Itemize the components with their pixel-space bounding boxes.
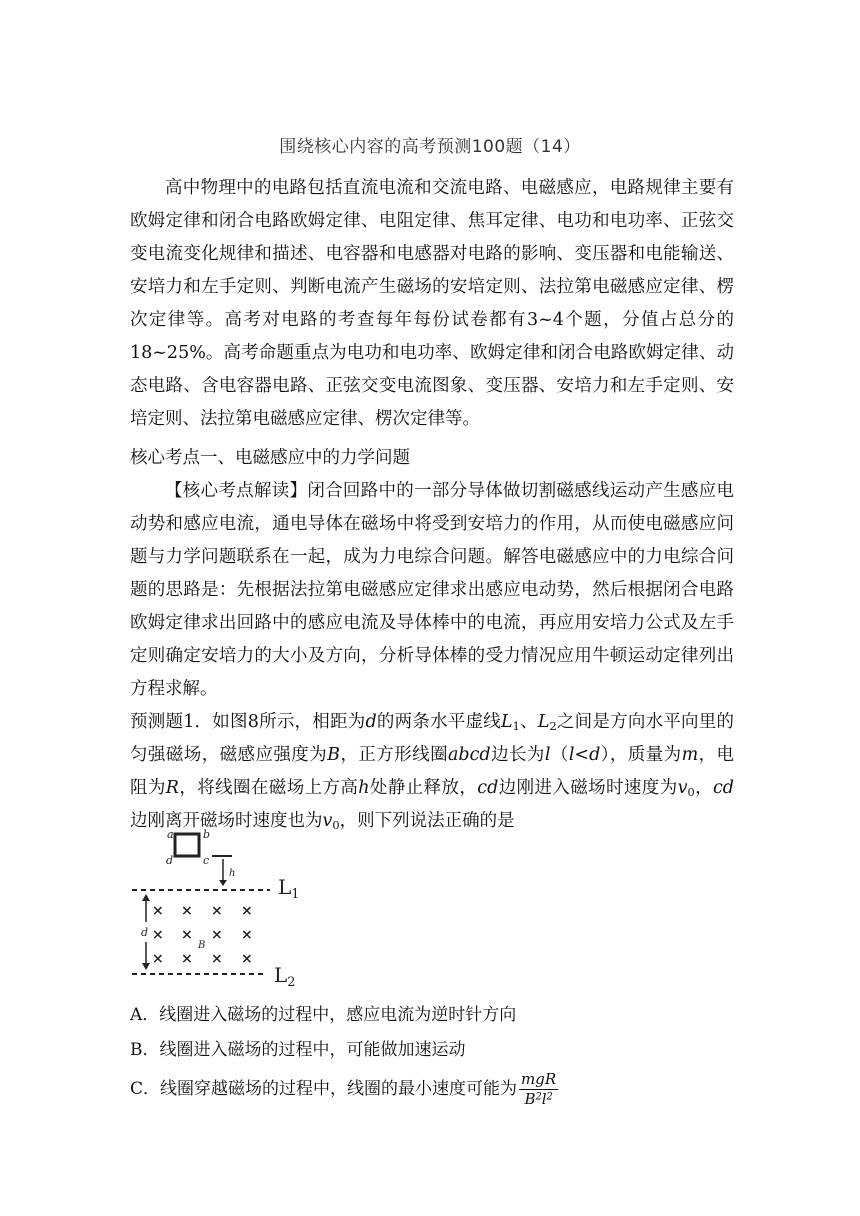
field-label-B: B — [198, 940, 206, 951]
page-title: 围绕核心内容的高考预测100题（14） — [279, 137, 581, 157]
option-a: A．线圈进入磁场的过程中，感应电流为逆时针方向 — [130, 1005, 517, 1025]
square-coil — [175, 834, 199, 856]
width-arrowhead-down — [142, 963, 150, 970]
min-speed-fraction: $\frac{\text{mgR}}{B^2l^2}$ — [521, 1070, 557, 1108]
interpretation-paragraph: 【核心考点解读】闭合回路中的一部分导体做切割磁感线运动产生感应电动势和感应电流，通电导体在磁场中将受到安培力的作用，从而使电磁感应问题与力学问题联系在一起，成为力电综合问题。解答电磁感应中的力电综合问题的思路是：先根据法拉第电磁感应定律求出感应电动势，然后根据闭合电路欧姆定律求出回路中的感应电流及导体棒中的电流，再应用安培力公式及左手定则确定安培力的大小及方向，分析导体棒的受力情况应用牛顿运动定律列出方程求解。 — [130, 481, 734, 699]
svg-text:×: × — [241, 951, 253, 967]
boundary-label-L2: $L_2$ — [274, 963, 296, 990]
width-label: d — [141, 926, 149, 939]
corner-label-c: c — [203, 854, 210, 867]
svg-text:×: × — [241, 927, 253, 943]
svg-text:×: × — [181, 927, 193, 943]
width-arrowhead-up — [142, 894, 150, 901]
corner-label-a: a — [167, 828, 174, 841]
intro-paragraph — [130, 172, 734, 436]
core-section — [130, 442, 734, 838]
height-arrowhead — [219, 880, 227, 886]
option-c: C．线圈穿越磁场的过程中，线圈的最小速度可能为 $\frac{\text{mgR}}{B^2l^2}$ — [130, 1070, 557, 1108]
option-b: B．线圈进入磁场的过程中，可能做加速运动 — [130, 1040, 466, 1060]
svg-text:×: × — [152, 927, 164, 943]
svg-text:×: × — [241, 903, 253, 919]
boundary-label-L1: $L_1$ — [278, 875, 300, 902]
svg-text:×: × — [152, 903, 164, 919]
corner-label-b: b — [203, 828, 211, 841]
corner-label-d: d — [166, 854, 174, 867]
svg-text:×: × — [211, 951, 223, 967]
intro-text: 高中物理中的电路包括直流电流和交流电路、电磁感应，电路规律主要有欧姆定律和闭合电路欧姆定律、电阻定律、焦耳定律、电功和电功率、正弦交变电流变化规律和描述、电容器和电感器对电路的影响、变压器和电能输送、安培力和左手定则、判断电流产生磁场的安培定则、法拉第电磁感应定律、楞次定律等。高考对电路的考查每年每份试卷都有3~4个题，分值占总分的18~25%。高考命题重点为电功和电功率、欧姆定律和闭合电路欧姆定律、动态电路、含电容器电路、正弦交变电流图象、变压器、安培力和左手定则、安培定则、法拉第电磁感应定律、楞次定律等。 — [130, 178, 734, 429]
svg-text:×: × — [181, 951, 193, 967]
svg-text:×: × — [211, 927, 223, 943]
height-label: h — [229, 868, 236, 879]
section-heading: 核心考点一、电磁感应中的力学问题 — [130, 448, 410, 468]
magnetic-field-figure — [128, 822, 308, 992]
field-marks — [152, 903, 253, 967]
problem-statement: 预测题1．如图8所示，相距为d的两条水平虚线$L_1$、$L_2$之间是方向水平向里的匀强磁场，磁感应强度为B，正方形线圈abcd边长为l（l<d），质量为m，电阻为R，将线圈在磁场上方高h处静止释放，cd边刚进入磁场时速度为$v_0$，cd边刚离开磁场时速度也为$v_0$，则下列说法正确的是 — [130, 712, 735, 832]
svg-text:×: × — [181, 903, 193, 919]
svg-text:×: × — [211, 903, 223, 919]
svg-text:×: × — [152, 951, 164, 967]
